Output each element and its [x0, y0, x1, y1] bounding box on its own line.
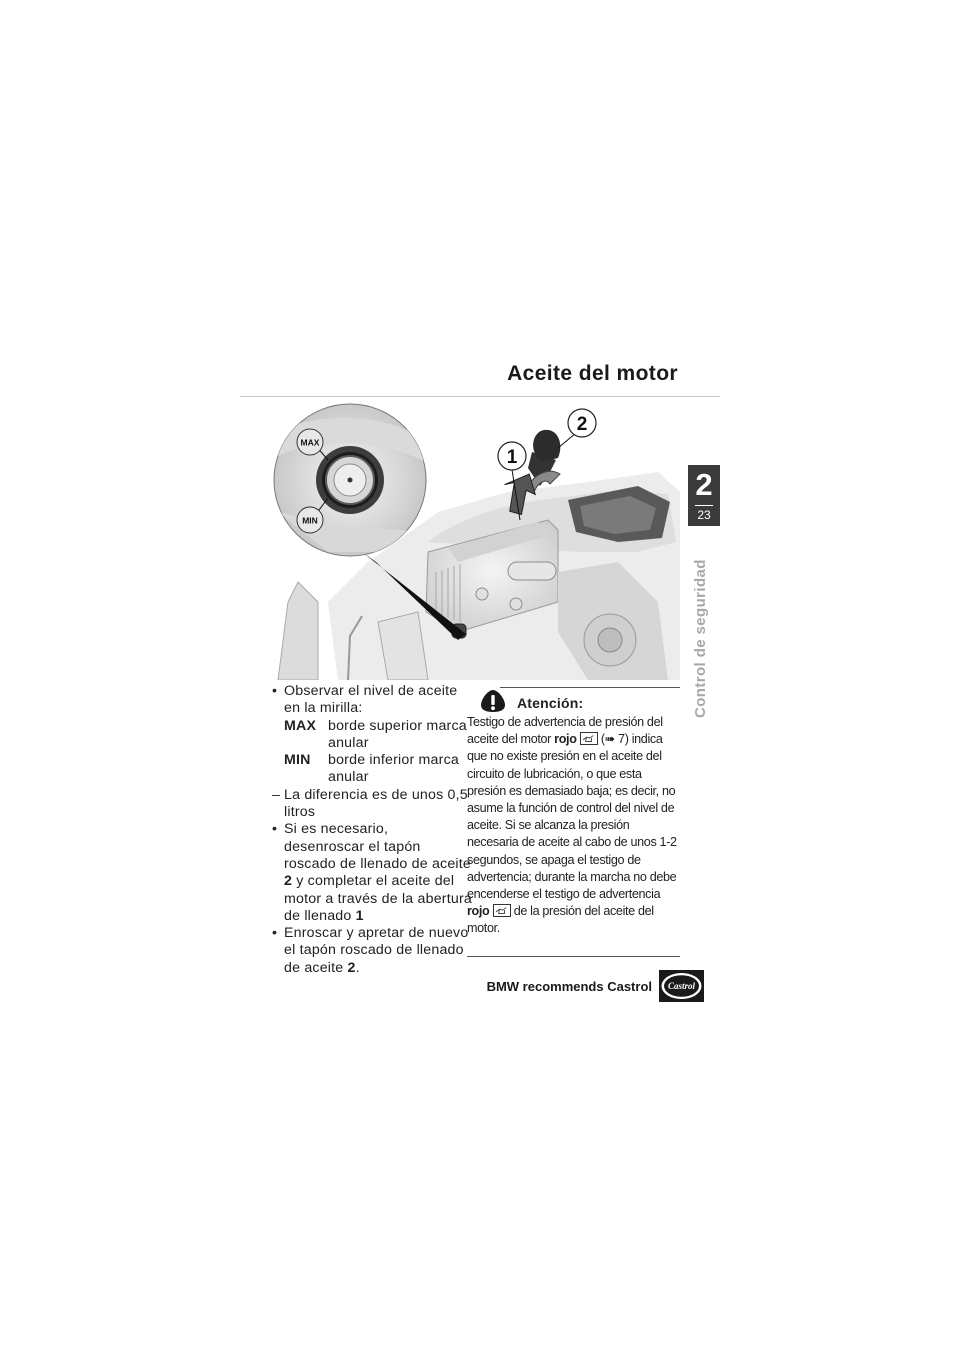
caution-text	[467, 714, 680, 938]
title-divider	[240, 396, 720, 397]
instruction-check-level	[272, 683, 472, 718]
footer-text: BMW recommends Castrol	[486, 979, 652, 994]
callout-ref: 2	[284, 873, 293, 890]
term-min-description: borde inferior marca anular	[328, 752, 459, 786]
bullet-marker: •	[272, 925, 278, 942]
max-label: MAX	[300, 437, 320, 448]
page-number: 23	[697, 508, 711, 522]
instruction-difference	[272, 787, 472, 822]
callout-1	[498, 442, 526, 470]
section-label: Control de seguridad	[692, 559, 709, 718]
instructions	[272, 683, 472, 977]
definition-max	[272, 718, 472, 753]
caution-bottom-rule	[467, 956, 680, 957]
caution-text-part: (➠ 7) indica que no existe presión en el aceite del circuito de lubricación, o que esta presión es demasiado baja; es decir, no asume la función de control del nivel de aceite. Si se alcanza la presión necesaria de aceite al cabo de unos 1-2 segundos, se apaga el testigo de advertencia; durante la marcha no debe encenderse el testigo de advertencia	[467, 732, 677, 902]
callout-2-label: 2	[576, 414, 588, 435]
instruction-refill	[272, 821, 472, 925]
red-warning-label: rojo	[554, 732, 577, 747]
term-min: MIN	[284, 752, 311, 769]
callout-2	[568, 409, 596, 437]
oil-pressure-icon	[493, 904, 511, 917]
callout-ref: 1	[355, 907, 364, 924]
caution-title: Atención:	[517, 694, 584, 711]
callout-1-label: 1	[506, 447, 518, 468]
instruction-text: La diferencia es de unos 0,5 litros	[284, 786, 468, 821]
term-max: MAX	[284, 717, 317, 734]
instruction-text: .	[355, 959, 360, 976]
dash-marker: –	[272, 786, 281, 803]
instruction-text: Observar el nivel de aceite en la mirilla:	[284, 683, 458, 717]
definition-min	[272, 752, 472, 787]
caution-text-part: de la presión del aceite del motor.	[467, 904, 654, 936]
oil-pressure-icon	[580, 732, 598, 745]
engine-oil-illustration	[258, 402, 680, 680]
red-warning-label: rojo	[467, 904, 490, 919]
warning-icon	[479, 689, 507, 713]
castrol-logo	[659, 970, 704, 1002]
caution-box	[467, 687, 680, 938]
svg-text:Castrol: Castrol	[667, 981, 696, 991]
instruction-text: Si es necesario, desenroscar el tapón roscado de llenado de aceite	[284, 821, 472, 872]
caution-text-part: Testigo de advertencia de presión del aceite del motor	[467, 715, 663, 747]
page-title: Aceite del motor	[507, 362, 678, 385]
caution-header	[467, 687, 680, 713]
chapter-tab	[688, 465, 720, 526]
callout-ref: 2	[347, 959, 356, 976]
instruction-tighten	[272, 925, 472, 977]
chapter-number: 2	[695, 467, 713, 502]
min-label: MIN	[302, 515, 318, 526]
sight-glass-magnifier	[274, 404, 428, 556]
instruction-text: y completar el aceite del motor a través de la abertura de llenado	[284, 873, 472, 924]
bullet-marker: •	[272, 821, 278, 838]
chapter-divider	[695, 505, 713, 506]
instruction-text: Enroscar y apretar de nuevo el tapón roscado de llenado de aceite	[284, 925, 469, 976]
term-max-description: borde superior marca anular	[328, 717, 467, 751]
bullet-marker: •	[272, 683, 278, 699]
